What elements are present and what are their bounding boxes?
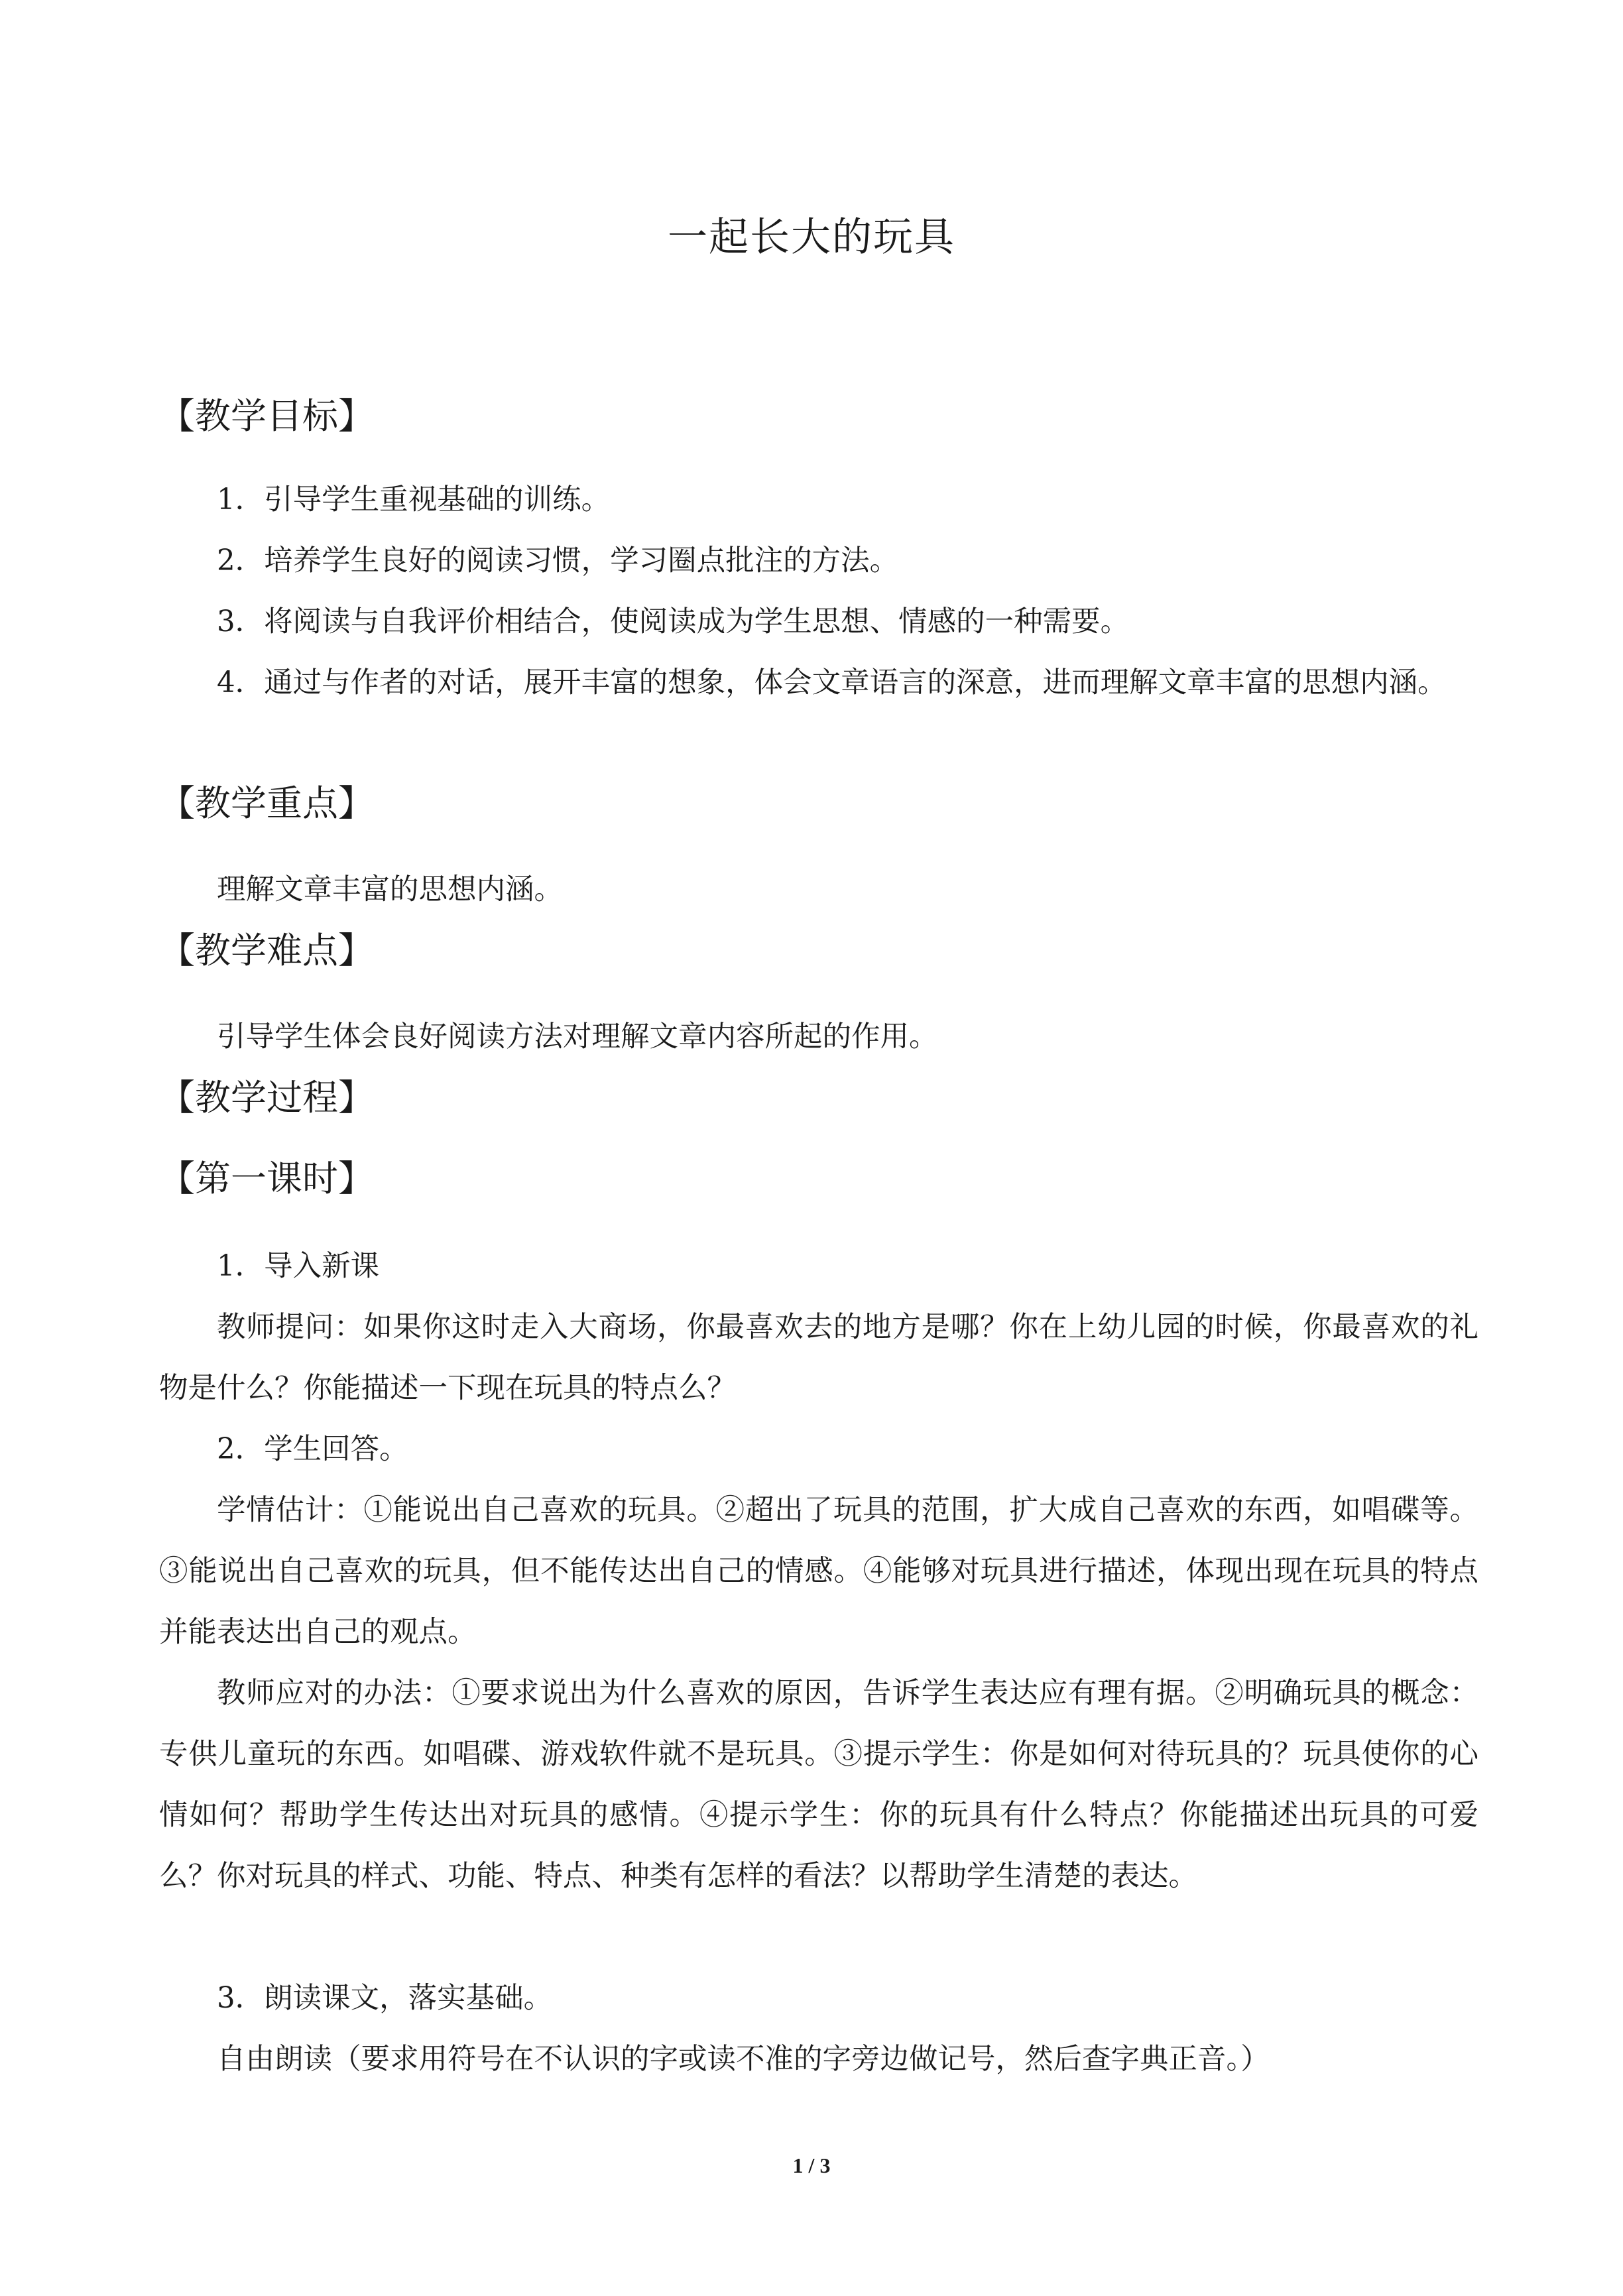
lesson-paragraph-6: 3．朗读课文，落实基础。 — [217, 1982, 553, 2015]
section-heading-objectives: 【教学目标】 — [159, 395, 374, 437]
objective-item-2: 2．培养学生良好的阅读习惯，学习圈点批注的方法。 — [217, 544, 899, 577]
page-number: 1 / 3 — [792, 2153, 831, 2177]
lesson-paragraph-1: 1．导入新课 — [217, 1250, 380, 1283]
lesson-paragraph-2: 教师提问：如果你这时走入大商场，你最喜欢去的地方是哪？你在上幼儿园的时候，你最喜欢的礼物是什么？你能描述一下现在玩具的特点么？ — [159, 1311, 1478, 1405]
section-heading-lesson-one: 【第一课时】 — [159, 1158, 374, 1199]
difficulties-text: 引导学生体会良好阅读方法对理解文章内容所起的作用。 — [217, 1020, 938, 1054]
lesson-paragraph-4: 学情估计：①能说出自己喜欢的玩具。②超出了玩具的范围，扩大成自己喜欢的东西，如唱碟等。③能说出自己喜欢的玩具，但不能传达出自己的情感。④能够对玩具进行描述，体现出现在玩具的特点并能表达出自己的观点。 — [159, 1494, 1478, 1649]
lesson-paragraph-7: 自由朗读（要求用符号在不认识的字或读不准的字旁边做记号，然后查字典正音。） — [217, 2043, 1270, 2076]
objective-item-1: 1．引导学生重视基础的训练。 — [217, 483, 611, 516]
objective-item-3: 3．将阅读与自我评价相结合，使阅读成为学生思想、情感的一种需要。 — [217, 605, 1130, 638]
page-title: 一起长大的玩具 — [668, 214, 955, 261]
section-heading-key-points: 【教学重点】 — [159, 782, 374, 824]
key-points-text: 理解文章丰富的思想内涵。 — [217, 873, 563, 906]
lesson-paragraph-5: 教师应对的办法：①要求说出为什么喜欢的原因，告诉学生表达应有理有据。②明确玩具的概念：专供儿童玩的东西。如唱碟、游戏软件就不是玩具。③提示学生：你是如何对待玩具的？玩具使你的心情如何？帮助学生传达出对玩具的感情。④提示学生：你的玩具有什么特点？你能描述出玩具的可爱么？你对玩具的样式、功能、特点、种类有怎样的看法？以帮助学生清楚的表达。 — [159, 1677, 1478, 1893]
objective-item-4: 4．通过与作者的对话，展开丰富的想象，体会文章语言的深意，进而理解文章丰富的思想内涵。 — [217, 666, 1447, 699]
section-heading-process: 【教学过程】 — [159, 1077, 374, 1118]
section-heading-difficulties: 【教学难点】 — [159, 930, 374, 971]
lesson-paragraph-3: 2．学生回答。 — [217, 1433, 408, 1466]
